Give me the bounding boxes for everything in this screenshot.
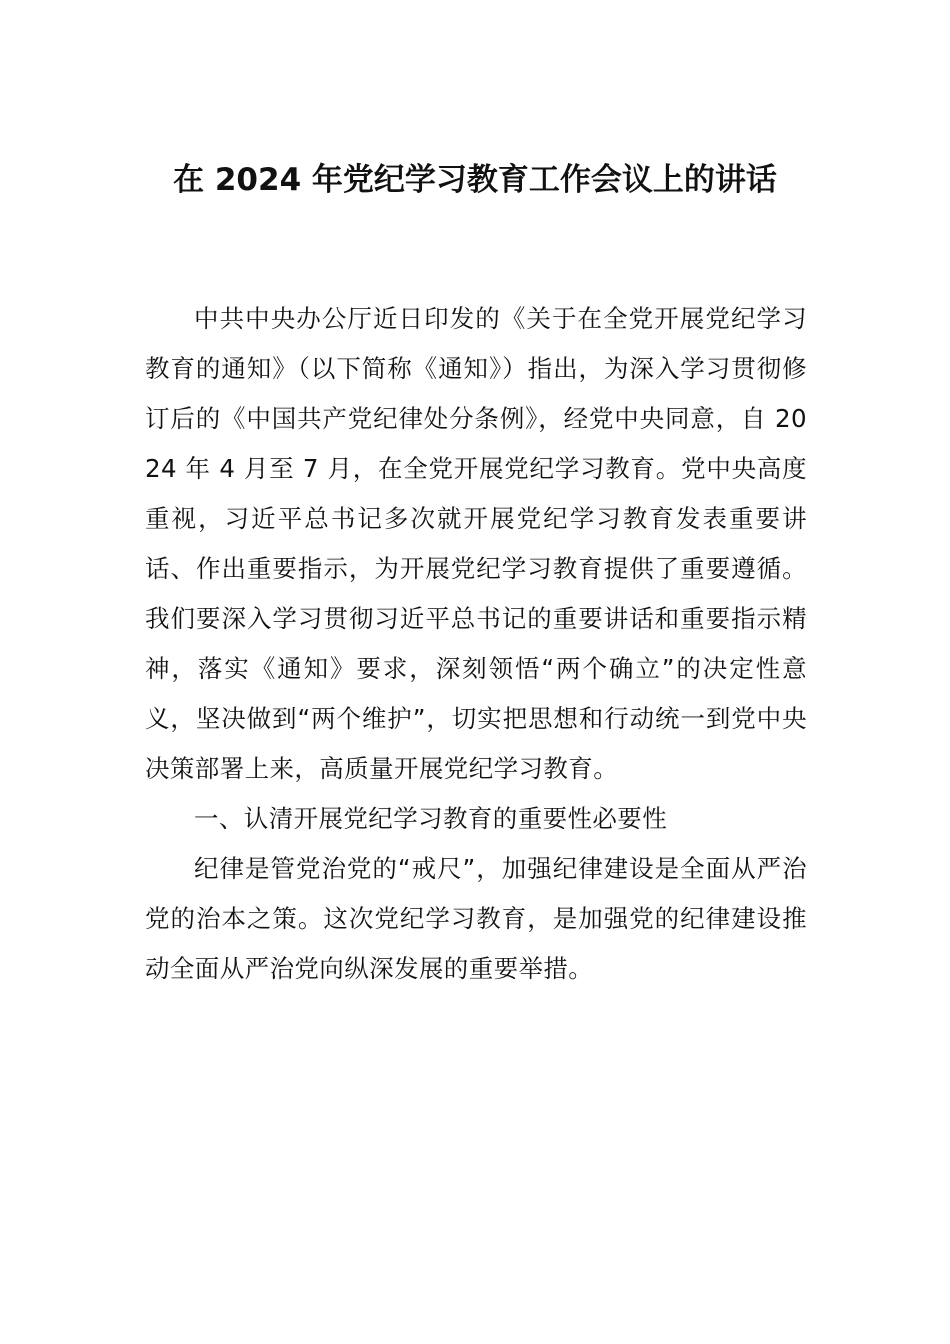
document-body: [145, 294, 807, 994]
paragraph-discipline: 纪律是管党治党的“戒尺”，加强纪律建设是全面从严治党的治本之策。这次党纪学习教育，是加强党的纪律建设推动全面从严治党向纵深发展的重要举措。: [145, 854, 807, 983]
section-heading-1: 一、认清开展党纪学习教育的重要性必要性: [194, 804, 668, 833]
document-title: 在 2024 年党纪学习教育工作会议上的讲话: [173, 162, 777, 198]
paragraph-intro: 中共中央办公厅近日印发的《关于在全党开展党纪学习教育的通知》（以下简称《通知》）指出，为深入学习贯彻修订后的《中国共产党纪律处分条例》，经党中央同意，自 2024 年 4 月至 7 月，在全党开展党纪学习教育。党中央高度重视，习近平总书记多次就开展党纪学习教育发表重要讲话、作出重要指示，为开展党纪学习教育提供了重要遵循。我们要深入学习贯彻习近平总书记的重要讲话和重要指示精神，落实《通知》要求，深刻领悟“两个确立”的决定性意义，坚决做到“两个维护”，切实把思想和行动统一到党中央决策部署上来，高质量开展党纪学习教育。: [145, 304, 807, 783]
